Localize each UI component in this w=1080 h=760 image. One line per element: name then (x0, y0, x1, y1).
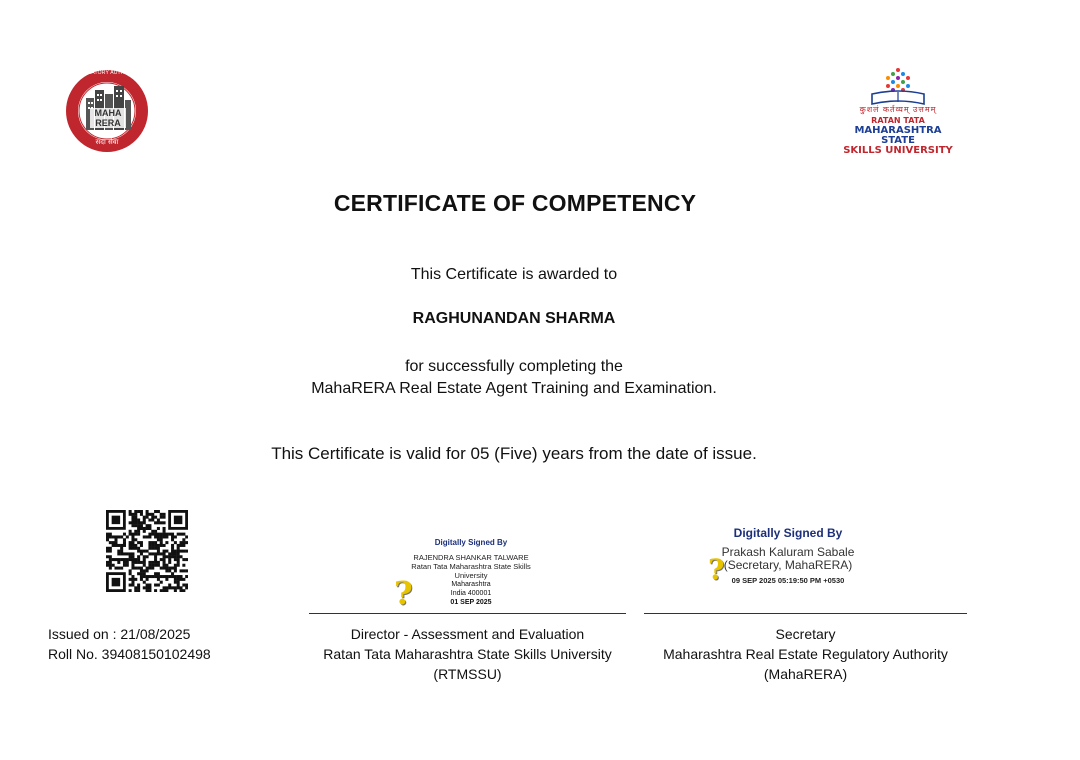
sig-right-timestamp: 09 SEP 2025 05:19:50 PM +0530 (731, 576, 845, 585)
signature-block-left (392, 538, 550, 607)
sig-left-state: Maharashtra (451, 581, 491, 588)
sig-left-pin: India 400001 (450, 590, 492, 597)
qr-code[interactable] (106, 510, 188, 592)
issued-on: Issued on : 21/08/2025 (48, 626, 191, 642)
signature-validity-unknown-icon: ? (708, 553, 725, 586)
sig-right-heading: Digitally Signed By (733, 526, 843, 540)
left-designation-block (309, 624, 626, 684)
rtmssu-name-line2: MAHARASHTRA STATE (854, 125, 942, 146)
validity-text: This Certificate is valid for 05 (Five) years from the date of issue. (271, 444, 757, 463)
awarded-text: This Certificate is awarded to (410, 266, 618, 283)
signature-validity-unknown-icon: ? (394, 574, 413, 612)
left-designation: Director - Assessment and Evaluation (350, 626, 585, 642)
sig-left-org: Ratan Tata Maharashtra State Skills University (411, 562, 531, 580)
left-organisation: Ratan Tata Maharashtra State Skills University (323, 646, 612, 662)
rtmssu-name-line1: RATAN TATA (871, 116, 925, 125)
maharera-logo (64, 64, 150, 154)
seal-motto: सदा सेवा (95, 138, 119, 146)
rtmssu-logo (842, 66, 954, 156)
qr-code-graphic (106, 510, 188, 592)
sig-right-role: (Secretary, MahaRERA) (723, 558, 853, 572)
right-abbreviation: (MahaRERA) (763, 666, 848, 682)
roll-number: Roll No. 39408150102498 (48, 646, 211, 662)
rtmssu-emblem (866, 66, 930, 108)
sig-left-heading: Digitally Signed By (434, 538, 508, 547)
completion-line-1: for successfully completing the (405, 358, 623, 375)
sig-right-name: Prakash Kaluram Sabale (721, 545, 855, 559)
seal-center-text: MAHA RERA (90, 108, 126, 128)
right-designation-block (644, 624, 967, 684)
rtmssu-tagline: कुशलं कर्तव्यम् उत्तमम् (859, 105, 937, 114)
recipient-name: RAGHUNANDAN SHARMA (412, 310, 616, 327)
certificate-title: CERTIFICATE OF COMPETENCY (333, 190, 697, 216)
left-abbreviation: (RTMSSU) (433, 666, 502, 682)
completion-line-2: MahaRERA Real Estate Agent Training and Examination. (311, 380, 717, 397)
seal-ring-text: MAHARASHTRA REAL ESTATE REGULATORY AUTHORITY (68, 64, 146, 76)
right-designation: Secretary (775, 626, 836, 642)
signature-line-left (309, 613, 626, 614)
right-organisation: Maharashtra Real Estate Regulatory Authority (663, 646, 948, 662)
sig-left-date: 01 SEP 2025 (450, 599, 492, 606)
rtmssu-name-line3: SKILLS UNIVERSITY (843, 145, 953, 156)
sig-left-name: RAJENDRA SHANKAR TALWARE (413, 553, 529, 562)
signature-block-right (702, 526, 874, 587)
issue-details (48, 624, 211, 664)
signature-line-right (644, 613, 967, 614)
